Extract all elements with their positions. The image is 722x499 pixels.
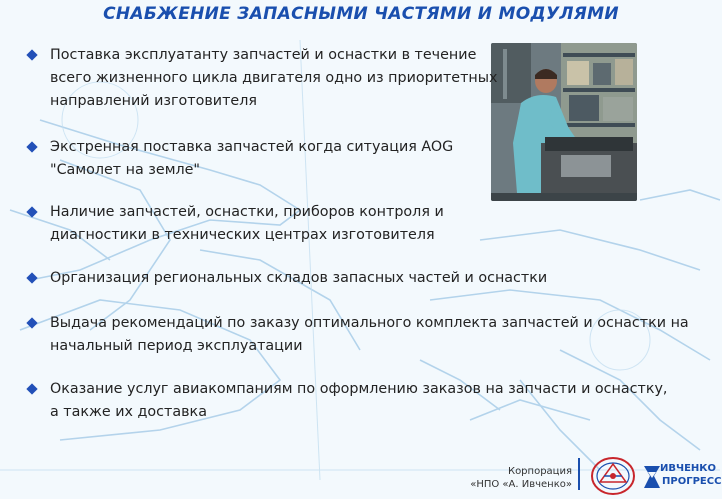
bullet-item	[28, 378, 700, 424]
brand-name: ИВЧЕНКО	[660, 463, 716, 474]
brand-subname: ПРОГРЕСС	[662, 476, 722, 487]
diamond-bullet-icon	[26, 49, 37, 60]
warehouse-photo	[491, 43, 637, 201]
bullet-item	[28, 267, 710, 290]
bullet-line: Выдача рекомендаций по заказу оптимального комплекта запчастей и оснастки на	[50, 315, 689, 331]
bullet-line: всего жизненного цикла двигателя одно из приоритетных	[50, 70, 498, 86]
bullet-line: Поставка эксплуатанту запчастей и оснастки в течение	[50, 47, 477, 63]
bullet-line: Организация региональных складов запасных частей и оснастки	[50, 270, 548, 286]
diamond-bullet-icon	[26, 141, 37, 152]
page-title: СНАБЖЕНИЕ ЗАПАСНЫМИ ЧАСТЯМИ И МОДУЛЯМИ	[103, 4, 619, 24]
corporate-seal-icon	[590, 456, 636, 496]
footer-line: Корпорация	[507, 466, 572, 477]
bullet-text	[50, 267, 710, 290]
bullet-line: Наличие запчастей, оснастки, приборов контроля и	[50, 204, 444, 220]
bullet-line: Экстренная поставка запчастей когда ситуация AOG	[50, 139, 454, 155]
diamond-bullet-icon	[26, 317, 37, 328]
bullet-item	[28, 44, 502, 113]
bullet-line: "Самолет на земле"	[50, 162, 201, 178]
diamond-bullet-icon	[26, 272, 37, 283]
bullet-text	[50, 44, 502, 113]
bullet-line: направлений изготовителя	[50, 93, 257, 109]
bullet-line: а также их доставка	[50, 404, 207, 420]
bullet-line: диагностики в технических центрах изготовителя	[50, 227, 435, 243]
bullet-item	[28, 312, 700, 358]
diamond-bullet-icon	[26, 206, 37, 217]
bullet-text	[50, 201, 502, 247]
bullet-text	[50, 378, 700, 424]
bullet-line: Оказание услуг авиакомпаниям по оформлению заказов на запчасти и оснастку,	[50, 381, 668, 397]
footer-line: «НПО «А. Ивченко»	[470, 479, 572, 490]
ivchenko-progress-logo	[642, 459, 722, 495]
bullet-text	[50, 136, 502, 182]
footer-divider	[578, 458, 580, 490]
bullet-item	[28, 201, 502, 247]
footer-corporation	[440, 465, 572, 491]
bullet-line: начальный период эксплуатации	[50, 338, 303, 354]
bullet-item	[28, 136, 502, 182]
bullet-text	[50, 312, 700, 358]
diamond-bullet-icon	[26, 383, 37, 394]
